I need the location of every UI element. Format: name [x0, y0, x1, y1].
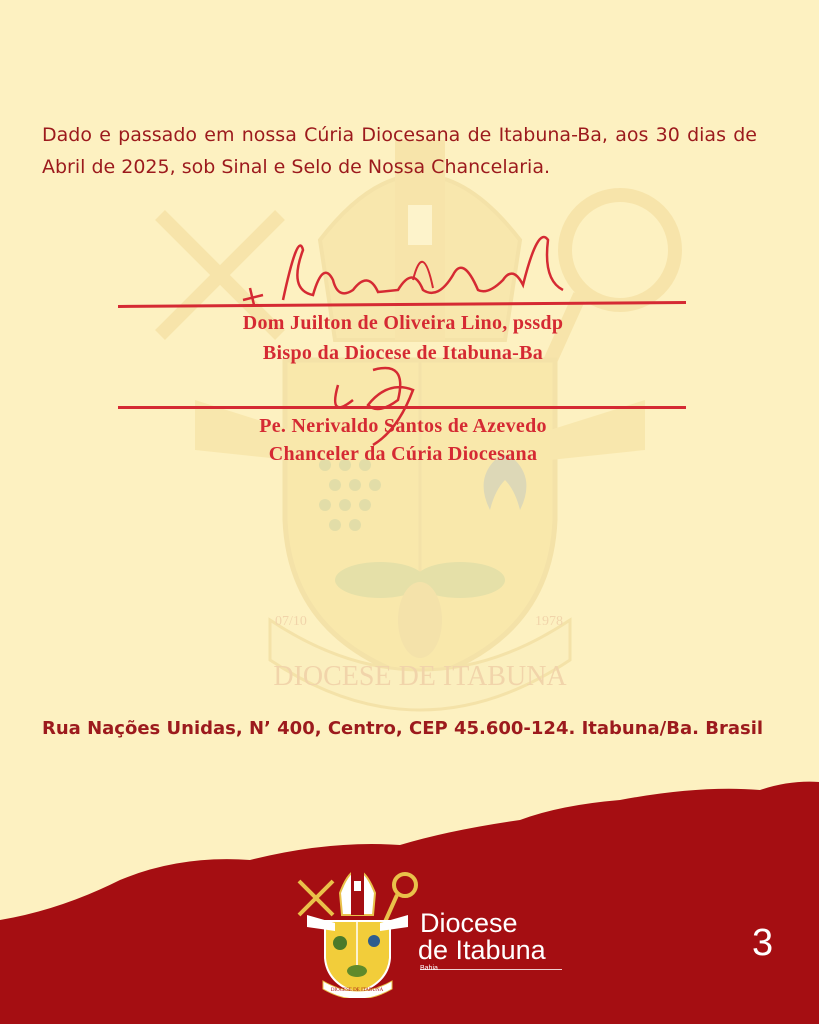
page-number: 3 — [752, 922, 774, 964]
chancellor-title: Chanceler da Cúria Diocesana — [268, 443, 538, 465]
chancellor-name: Pe. Nerivaldo Santos de Azevedo — [259, 415, 547, 437]
brand-line-2: de Itabuna — [418, 935, 546, 965]
address-line: Rua Nações Unidas, N’ 400, Centro, CEP 45.600-124. Itabuna/Ba. Brasil — [42, 718, 764, 739]
bishop-title: Bispo da Diocese de Itabuna-Ba — [262, 342, 544, 364]
brand-rule — [420, 969, 562, 970]
watermark-ribbon-text: DIOCESE DE ITABUNA — [273, 661, 567, 692]
svg-text:07/10: 07/10 — [275, 614, 307, 629]
coat-of-arms-icon — [295, 853, 420, 998]
svg-text:DIOCESE DE ITABUNA: DIOCESE DE ITABUNA — [330, 988, 384, 993]
decree-paragraph: Dado e passado em nossa Cúria Diocesana de Itabuna-Ba, aos 30 dias de Abril de 2025, sob Sinal e Selo de Nossa Chancelaria. — [42, 124, 757, 178]
brand-subtitle: Bahia — [420, 965, 438, 972]
bishop-name: Dom Juilton de Oliveira Lino, pssdp — [242, 312, 564, 334]
signature-icon — [238, 220, 568, 310]
brand-line-1: Diocese — [420, 908, 518, 938]
signature-block — [118, 220, 688, 480]
signature-line-chancellor — [118, 406, 686, 409]
svg-text:1978: 1978 — [535, 614, 563, 629]
